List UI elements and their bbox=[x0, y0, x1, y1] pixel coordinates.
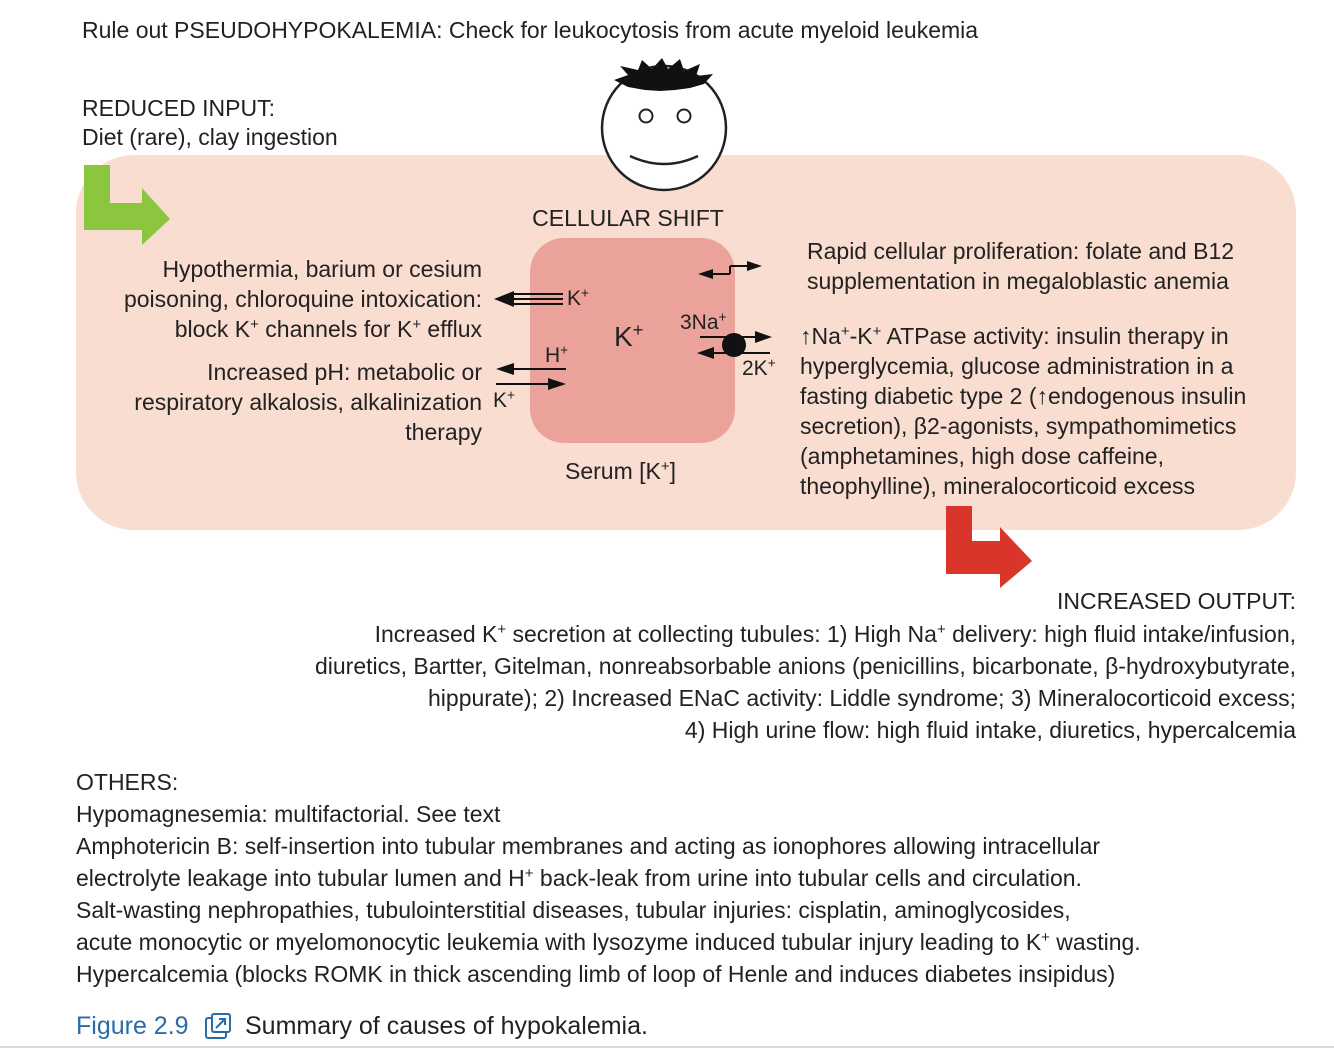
cellular-shift-title: CELLULAR SHIFT bbox=[532, 205, 724, 231]
atpase-causes: ↑Na+-K+ ATPase activity: insulin therapy in hyperglycemia, glucose administration in a fasting diabetic type 2 (↑endogenous insulin secretion), β2-agonists, sympathomimetics (amphetamines, high dose caffeine, theophylline), mineralocorticoid excess bbox=[800, 322, 1247, 499]
k-efflux-label: K+ bbox=[567, 285, 589, 310]
smiley-face-icon bbox=[602, 58, 726, 190]
channel-block-causes: Hypothermia, barium or cesium poisoning, chloroquine intoxication: block K+ channels for K+ efflux bbox=[123, 256, 482, 342]
na-label: 3Na+ bbox=[680, 309, 727, 334]
k-influx-label: K+ bbox=[493, 387, 515, 412]
increased-output-arrow-icon bbox=[946, 506, 1032, 588]
proliferation-arrow bbox=[698, 261, 762, 279]
figure-label-link[interactable]: Figure 2.9 bbox=[76, 1012, 189, 1040]
k2-label: 2K+ bbox=[742, 355, 776, 380]
increased-output-causes: Increased K+ secretion at collecting tubules: 1) High Na+ delivery: high fluid intake/infusion, diuretics, Bartter, Gitelman, nonreabsorbable anions (penicillins, bicarbonate, β-hydroxybutyrate, hippurate); 2) Increased ENaC activity: Liddle syndrome; 3) Mineralocorticoid excess; 4) High urine flow: high fluid intake, diuretics, hypercalcemia bbox=[314, 620, 1296, 743]
serum-k-label: Serum [K+] bbox=[565, 457, 676, 484]
proliferation-causes: Rapid cellular proliferation: folate and B12 supplementation in megaloblastic anemia bbox=[807, 238, 1235, 294]
pseudohypokalemia-note: Rule out PSEUDOHYPOKALEMIA: Check for leukocytosis from acute myeloid leukemia bbox=[82, 17, 979, 43]
reduced-input-title: REDUCED INPUT: bbox=[82, 95, 275, 121]
h-label: H+ bbox=[545, 342, 569, 367]
increased-output-title: INCREASED OUTPUT: bbox=[1057, 588, 1296, 614]
reduced-input-arrow-icon bbox=[84, 165, 170, 245]
alkalosis-causes: Increased pH: metabolic or respiratory alkalosis, alkalinization therapy bbox=[134, 359, 482, 445]
figure-caption: Summary of causes of hypokalemia. bbox=[245, 1012, 648, 1040]
external-link-icon[interactable] bbox=[203, 1013, 231, 1041]
reduced-input-text: Diet (rare), clay ingestion bbox=[82, 124, 338, 150]
k-efflux-arrow bbox=[494, 291, 563, 307]
others-title: OTHERS: bbox=[76, 769, 179, 795]
cell-k-label: K+ bbox=[614, 320, 644, 352]
others-section: OTHERS: Hypomagnesemia: multifactorial. See text Amphotericin B: self-insertion into tubular membranes and acting as ionophores allowing intracellular electrolyte leakage into tubular lumen and H+ back-leak from urine into tubular cells and circulation. Salt-wasting nephropathies, tubulointerstitial diseases, tubular injuries: cisplatin, aminoglycosides, acute monocytic or myelomonocytic leukemia with lysozyme induced tubular injury leading to K+ wasting. Hypercalcemia (blocks ROMK in thick ascending limb of loop of Henle and induces diabetes insipidus) bbox=[76, 766, 1141, 990]
